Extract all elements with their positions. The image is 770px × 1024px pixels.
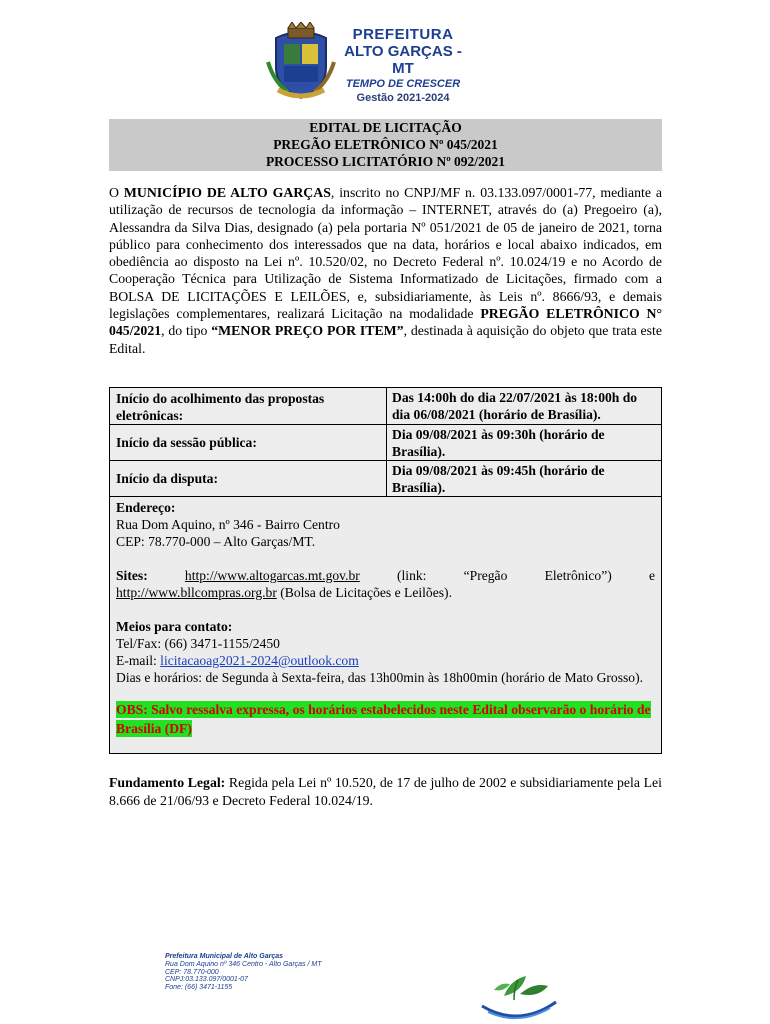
intro-modality: PREGÃO ELETRÔNICO N° 045/2021 [109, 306, 662, 339]
sites-line [116, 567, 655, 584]
title-line-2: PREGÃO ELETRÔNICO Nº 045/2021 [273, 137, 498, 152]
sites-word: (link: [396, 568, 427, 583]
document-title [109, 119, 662, 171]
contact-tel: Tel/Fax: (66) 3471-1155/2450 [116, 636, 280, 651]
intro-municipality: MUNICÍPIO DE ALTO GARÇAS [123, 185, 331, 200]
sites-word: Eletrônico”) [544, 568, 612, 583]
sites-word: “Pregão [463, 568, 508, 583]
email-label: E-mail: [116, 653, 161, 668]
header-prefeitura: PREFEITURA [352, 26, 454, 43]
sites-label: Sites: [116, 568, 148, 583]
footer-address [165, 953, 322, 992]
schedule-value: Dia 09/08/2021 às 09:30h (horário de Brasília). [387, 425, 661, 460]
footer-leaf-logo [474, 966, 564, 1021]
sites-suffix: (Bolsa de Licitações e Leilões). [276, 585, 452, 600]
coat-of-arms-logo [266, 22, 336, 102]
intro-text-2: , inscrito no CNPJ/MF n. 03.133.097/0001-77, mediante a utilização de recursos de tecnologia da informação – INTERNET, através do (a) Pregoeiro (a), Alessandra da Silva Dias, designado (a) pela portaria Nº 051/2021 de 05 de janeiro de 2021, torna público para conhecimento dos interessados que na data, horários e local abaixo indicados, em obediência ao disposto na Lei nº. 10.520/02, no Decreto Federal nº. 10.024/19 e no Acordo de Cooperação Técnica para Utilização de Sistema Informatizado de Licitações, firmado com a BOLSA DE LICITAÇÕES E LEILÕES, e, subsidiariamente, às Leis nº. 8666/93, e demais legislações complementares, realizará Licitação na modalidade [109, 185, 662, 322]
header-term: Gestão 2021-2024 [356, 92, 450, 104]
schedule-value: Dia 09/08/2021 às 09:45h (horário de Brasília). [387, 461, 661, 496]
header-city: ALTO GARÇAS - MT [344, 43, 462, 77]
obs-note: OBS: Salvo ressalva expressa, os horários estabelecidos neste Edital observarão o horário de Brasília (DF) [116, 702, 651, 736]
site-link-prefeitura[interactable]: http://www.altogarcas.mt.gov.br [184, 568, 360, 583]
schedule-row [110, 461, 661, 497]
schedule-row [110, 425, 661, 461]
footer-line: Fone: (66) 3471-1155 [165, 984, 233, 992]
footer-line: CNPJ:03.133.097/0001-07 [165, 976, 248, 984]
email-link[interactable]: licitacaoag2021-2024@outlook.com [160, 653, 359, 668]
schedule-label: Início do acolhimento das propostas eletrônicas: [110, 388, 387, 424]
contact-hours: Dias e horários: de Segunda à Sexta-feira, das 13h00min às 18h00min (horário de Mato Grosso). [116, 670, 644, 685]
contact-email-line [116, 652, 655, 669]
intro-type: “MENOR PREÇO POR ITEM” [211, 323, 404, 339]
schedule-row [110, 388, 661, 425]
contact-heading: Meios para contato: [116, 619, 233, 634]
footer-title: Prefeitura Municipal de Alto Garças [165, 953, 283, 960]
header-slogan: TEMPO DE CRESCER [345, 78, 461, 90]
address-line-2: CEP: 78.770-000 – Alto Garças/MT. [116, 534, 316, 549]
sites-word: e [648, 568, 655, 583]
intro-text-4: , destinada à aquisição do objeto que trata este Edital. [109, 323, 662, 356]
header-title-block [338, 26, 468, 105]
schedule-value: Das 14:00h do dia 22/07/2021 às 18:00h do dia 06/08/2021 (horário de Brasília). [387, 388, 661, 424]
title-line-1: EDITAL DE LICITAÇÃO [309, 120, 462, 135]
footer-line: CEP: 78.770-000 [165, 968, 219, 976]
schedule-table [109, 387, 662, 754]
schedule-label: Início da disputa: [110, 461, 387, 496]
details-section [110, 497, 661, 740]
obs-container [116, 700, 655, 738]
site-link-bll[interactable]: http://www.bllcompras.org.br [116, 585, 277, 600]
intro-text-1: O [109, 185, 124, 200]
legal-basis [109, 774, 662, 809]
sites-line-2 [116, 584, 655, 601]
intro-text-3: , do tipo [161, 323, 212, 339]
address-heading: Endereço: [116, 500, 176, 515]
title-line-3: PROCESSO LICITATÓRIO Nº 092/2021 [265, 154, 506, 169]
address-line-1: Rua Dom Aquino, nº 346 - Bairro Centro [116, 517, 340, 532]
legal-text: Regida pela Lei nº 10.520, de 17 de julho de 2002 e subsidiariamente pela Lei 8.666 de 21/06/93 e Decreto Federal 10.024/19. [109, 775, 662, 808]
legal-label: Fundamento Legal: [109, 775, 226, 790]
schedule-label: Início da sessão pública: [110, 425, 387, 460]
intro-paragraph [109, 184, 662, 357]
footer-line: Rua Dom Aquino nº 346 Centro - Alto Garças / MT [165, 960, 322, 968]
